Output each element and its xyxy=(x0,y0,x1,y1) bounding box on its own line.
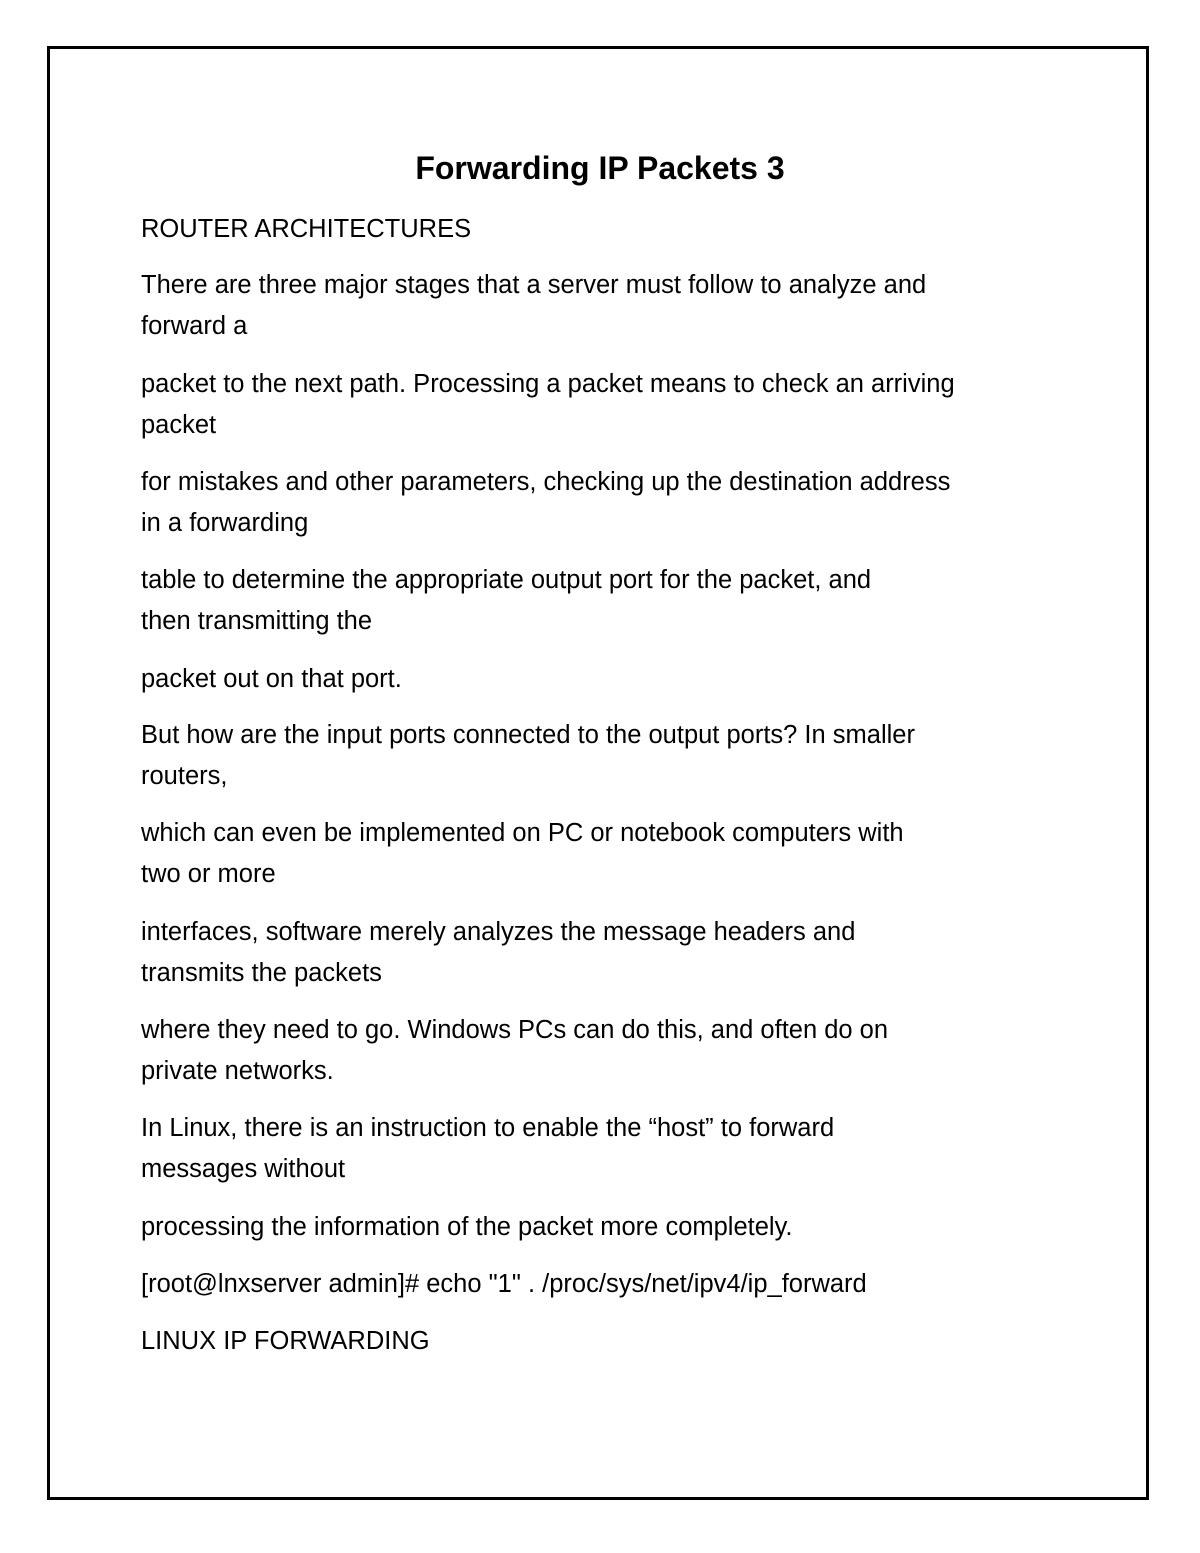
paragraph-line: But how are the input ports connected to the output ports? In smaller xyxy=(141,721,915,749)
closing-heading-text: LINUX IP FORWARDING xyxy=(141,1327,430,1355)
closing-heading xyxy=(141,1321,1071,1362)
paragraph-line: where they need to go. Windows PCs can do this, and often do on xyxy=(141,1016,889,1044)
paragraph-11 xyxy=(141,1207,1071,1248)
paragraph-line: In Linux, there is an instruction to enable the “host” to forward xyxy=(141,1114,835,1142)
paragraph-line: packet to the next path. Processing a packet means to check an arriving xyxy=(141,370,955,398)
paragraph-line: interfaces, software merely analyzes the message headers and xyxy=(141,918,856,946)
paragraph-5 xyxy=(141,659,1071,700)
paragraph-line: in a forwarding xyxy=(141,509,309,537)
paragraph-line: packet xyxy=(141,411,217,439)
paragraph-10 xyxy=(141,1108,1071,1190)
paragraph-line: routers, xyxy=(141,762,228,790)
document-title: Forwarding IP Packets 3 xyxy=(415,150,785,186)
paragraph-2 xyxy=(141,364,1071,446)
section-heading xyxy=(141,209,1071,250)
command-text: [root@lnxserver admin]# echo "1" . /proc/sys/net/ipv4/ip_forward xyxy=(141,1270,867,1298)
paragraph-line: which can even be implemented on PC or notebook computers with xyxy=(141,819,904,847)
paragraph-1 xyxy=(141,265,1071,347)
section-heading-text: ROUTER ARCHITECTURES xyxy=(141,215,472,243)
command-line xyxy=(141,1264,1071,1305)
paragraph-line: forward a xyxy=(141,312,248,340)
paragraph-line: private networks. xyxy=(141,1057,334,1085)
paragraph-line: There are three major stages that a server must follow to analyze and xyxy=(141,271,927,299)
paragraph-line: two or more xyxy=(141,860,276,888)
paragraph-line: transmits the packets xyxy=(141,959,382,987)
paragraph-line: packet out on that port. xyxy=(141,665,402,693)
paragraph-4 xyxy=(141,560,1071,642)
paragraph-8 xyxy=(141,912,1071,994)
paragraph-6 xyxy=(141,715,1071,797)
paragraph-3 xyxy=(141,462,1071,544)
paragraph-7 xyxy=(141,813,1071,895)
paragraph-line: table to determine the appropriate output port for the packet, and xyxy=(141,566,872,594)
paragraph-line: processing the information of the packet more completely. xyxy=(141,1213,793,1241)
paragraph-line: then transmitting the xyxy=(141,607,373,635)
paragraph-line: for mistakes and other parameters, checking up the destination address xyxy=(141,468,951,496)
paragraph-line: messages without xyxy=(141,1155,346,1183)
paragraph-9 xyxy=(141,1010,1071,1092)
